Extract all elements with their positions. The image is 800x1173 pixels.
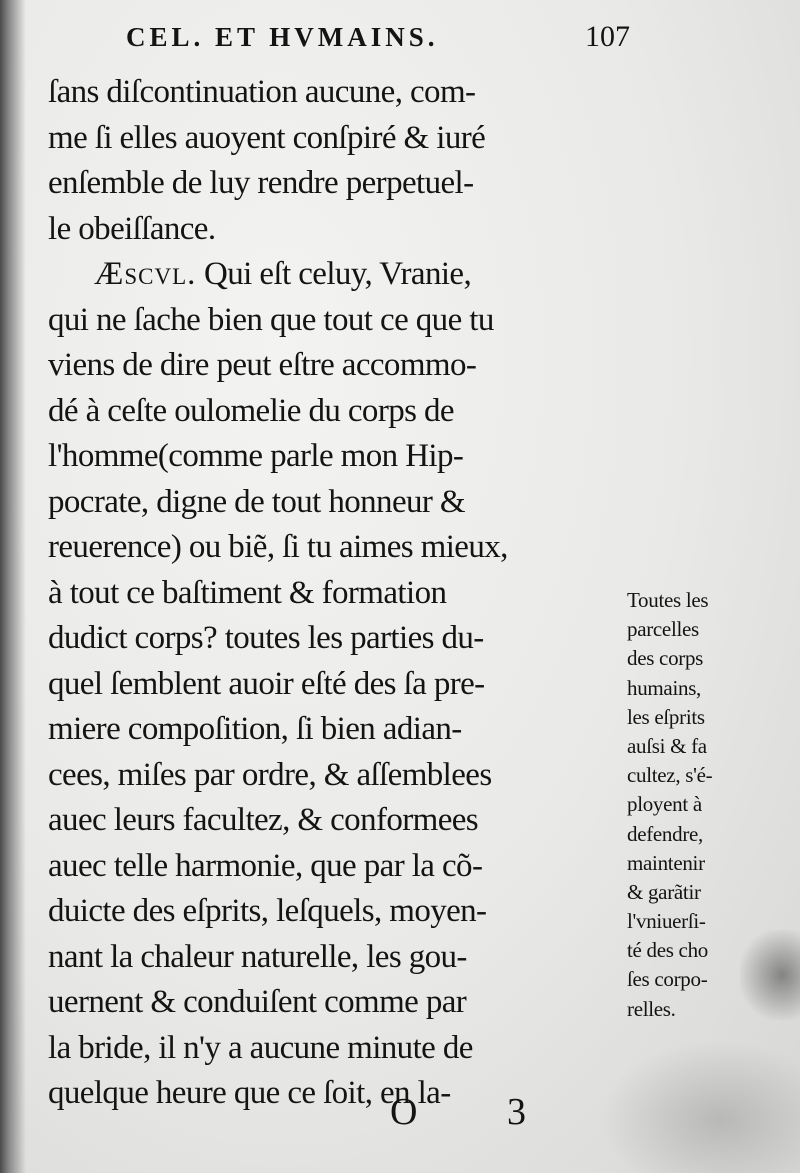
- note-line: des corps: [627, 646, 704, 671]
- running-head: CEL. ET HVMAINS.: [126, 22, 439, 52]
- text-line: cees, miſes par ordre, & aſſemblees: [48, 756, 492, 793]
- text-line: viens de dire peut eſtre accommo-: [48, 347, 477, 383]
- speaker-name: Æscvl.: [94, 256, 197, 292]
- speech-opening-line: [48, 252, 618, 298]
- speech-first-line: Qui eſt celuy, Vranie,: [204, 256, 472, 292]
- text-line: auec telle harmonie, que par la cõ-: [48, 847, 483, 884]
- text-line: auec leurs facultez, & conformees: [48, 802, 479, 838]
- note-line: maintenir: [627, 850, 705, 875]
- marginal-note: [627, 586, 787, 1024]
- text-line: duicte des eſprits, leſquels, moyen-: [48, 893, 487, 929]
- text-line: enſemble de luy rendre perpetuel-: [48, 165, 474, 201]
- note-line: les eſprits: [627, 704, 705, 729]
- text-line: à tout ce baſtiment & formation: [48, 574, 447, 611]
- note-line: relles.: [627, 996, 676, 1021]
- text-line: quel ſemblent auoir eſté des ſa pre-: [48, 665, 485, 702]
- main-text-block: [48, 70, 618, 1117]
- note-line: Toutes les: [627, 588, 709, 612]
- note-line: humains,: [627, 675, 702, 700]
- text-line: pocrate, digne de tout honneur &: [48, 483, 466, 520]
- text-line: ſans diſcontinuation aucune, com-: [48, 74, 476, 110]
- note-line: té des cho: [627, 938, 708, 963]
- note-line: parcelles: [627, 617, 699, 642]
- text-line: miere compoſition, ſi bien adian-: [48, 711, 462, 747]
- text-line: la bride, il n'y a aucune minute de: [48, 1029, 473, 1066]
- text-line: reuerence) ou biẽ, ſi tu aimes mieux,: [48, 529, 508, 565]
- note-line: ſes corpo-: [627, 967, 708, 992]
- note-line: ployent à: [627, 792, 702, 817]
- text-line: le obeiſſance.: [48, 210, 216, 247]
- text-line: qui ne ſache bien que tout ce que tu: [48, 301, 494, 338]
- note-line: & garãtir: [627, 879, 701, 904]
- binding-shadow: [0, 0, 26, 1173]
- text-line: dé à ceſte oulomelie du corps de: [48, 392, 454, 429]
- page-smudge: [600, 1040, 800, 1173]
- text-line: uernent & conduiſent comme par: [48, 984, 467, 1020]
- text-line: dudict corps? toutes les parties du-: [48, 620, 484, 656]
- text-line: l'homme(comme parle mon Hip-: [48, 438, 464, 474]
- note-line: defendre,: [627, 821, 703, 846]
- page-header: [120, 18, 630, 62]
- signature-mark: O 3: [390, 1091, 566, 1133]
- note-line: auſsi & fa: [627, 733, 707, 758]
- text-line: nant la chaleur naturelle, les gou-: [48, 938, 467, 975]
- text-line: quelque heure que ce ſoit, en la-: [48, 1075, 451, 1111]
- text-line: me ſi elles auoyent conſpiré & iuré: [48, 119, 486, 156]
- note-line: cultez, s'é-: [627, 763, 713, 788]
- page-number: 107: [585, 20, 630, 53]
- note-line: l'vniuerſi-: [627, 909, 706, 934]
